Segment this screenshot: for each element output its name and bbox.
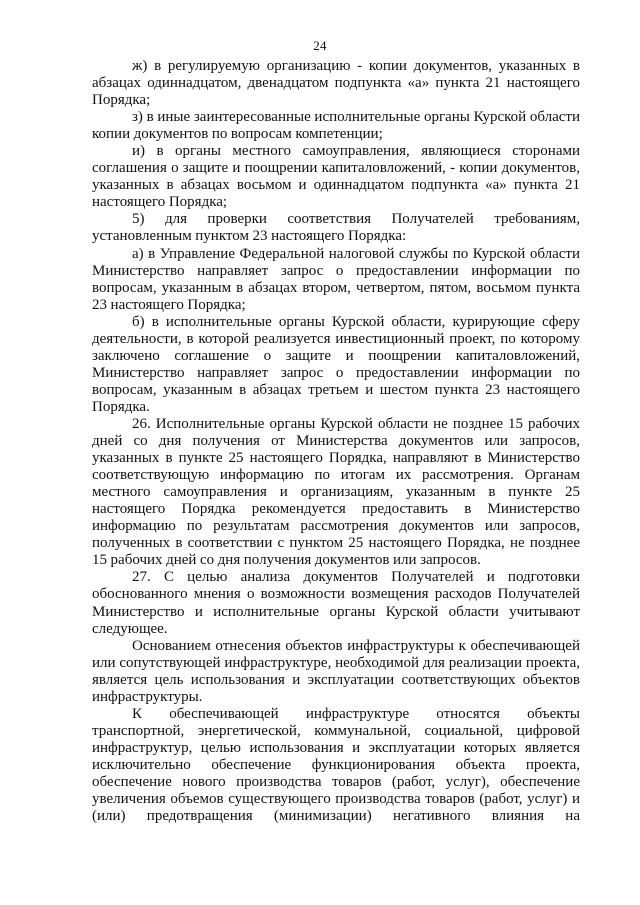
paragraph-i: и) в органы местного самоуправления, являющиеся сторонами соглашения о защите и поощрении капиталовложений, - копии документов, указанных в абзацах восьмом и одиннадцатом подпункта «а» пункта 21 настоящего Порядка;	[92, 143, 580, 211]
paragraph-supporting-infrastructure: К обеспечивающей инфраструктуре относятся объекты транспортной, энергетической, коммунальной, социальной, цифровой инфраструктур, целью использования и эксплуатации которых является исключительно обеспечение функционирования объекта проекта, обеспечение нового производства товаров (работ, услуг), обеспечение увеличения объемов существующего производства товаров (работ, услуг) и (или) предотвращения (минимизации) негативного влияния на	[92, 705, 580, 825]
paragraph-zh: ж) в регулируемую организацию - копии документов, указанных в абзацах одиннадцатом, двенадцатом подпункта «а» пункта 21 настоящего Порядка;	[92, 58, 580, 109]
paragraph-27: 27. С целью анализа документов Получателей и подготовки обоснованного мнения о возможности возмещения расходов Получателей Министерство и исполнительные органы Курской области учитывают следующее.	[92, 569, 580, 637]
paragraph-a: а) в Управление Федеральной налоговой службы по Курской области Министерство направляет запрос о предоставлении информации по вопросам, указанным в абзацах втором, четвертом, пятом, восьмом пункта 23 настоящего Порядка;	[92, 245, 580, 313]
paragraph-b: б) в исполнительные органы Курской области, курирующие сферу деятельности, в которой реализуется инвестиционный проект, по которому заключено соглашение о защите и поощрении капиталовложений, Министерство направляет запрос о предоставлении информации по вопросам, указанным в абзацах третьем и шестом пункта 23 настоящего Порядка.	[92, 313, 580, 415]
page-number: 24	[313, 38, 327, 53]
paragraph-z: з) в иные заинтересованные исполнительные органы Курской области копии документов по вопросам компетенции;	[92, 109, 580, 143]
paragraph-26: 26. Исполнительные органы Курской области не позднее 15 рабочих дней со дня получения от Министерства документов или запросов, указанных в пункте 25 настоящего Порядка, направляют в Министерство соответствующую информацию по итогам их рассмотрения. Органам местного самоуправления и организациям, указанным в пункте 25 настоящего Порядка рекомендуется предоставить в Министерство информацию по результатам рассмотрения документов или запросов, полученных в соответствии с пунктом 25 настоящего Порядка, не позднее 15 рабочих дней со дня получения документов или запросов.	[92, 415, 580, 569]
paragraph-5: 5) для проверки соответствия Получателей требованиям, установленным пунктом 23 настоящего Порядка:	[92, 211, 580, 245]
document-body	[92, 58, 580, 825]
paragraph-basis: Основанием отнесения объектов инфраструктуры к обеспечивающей или сопутствующей инфраструктуре, необходимой для реализации проекта, является цель использования и эксплуатации соответствующих объектов инфраструктуры.	[92, 637, 580, 705]
